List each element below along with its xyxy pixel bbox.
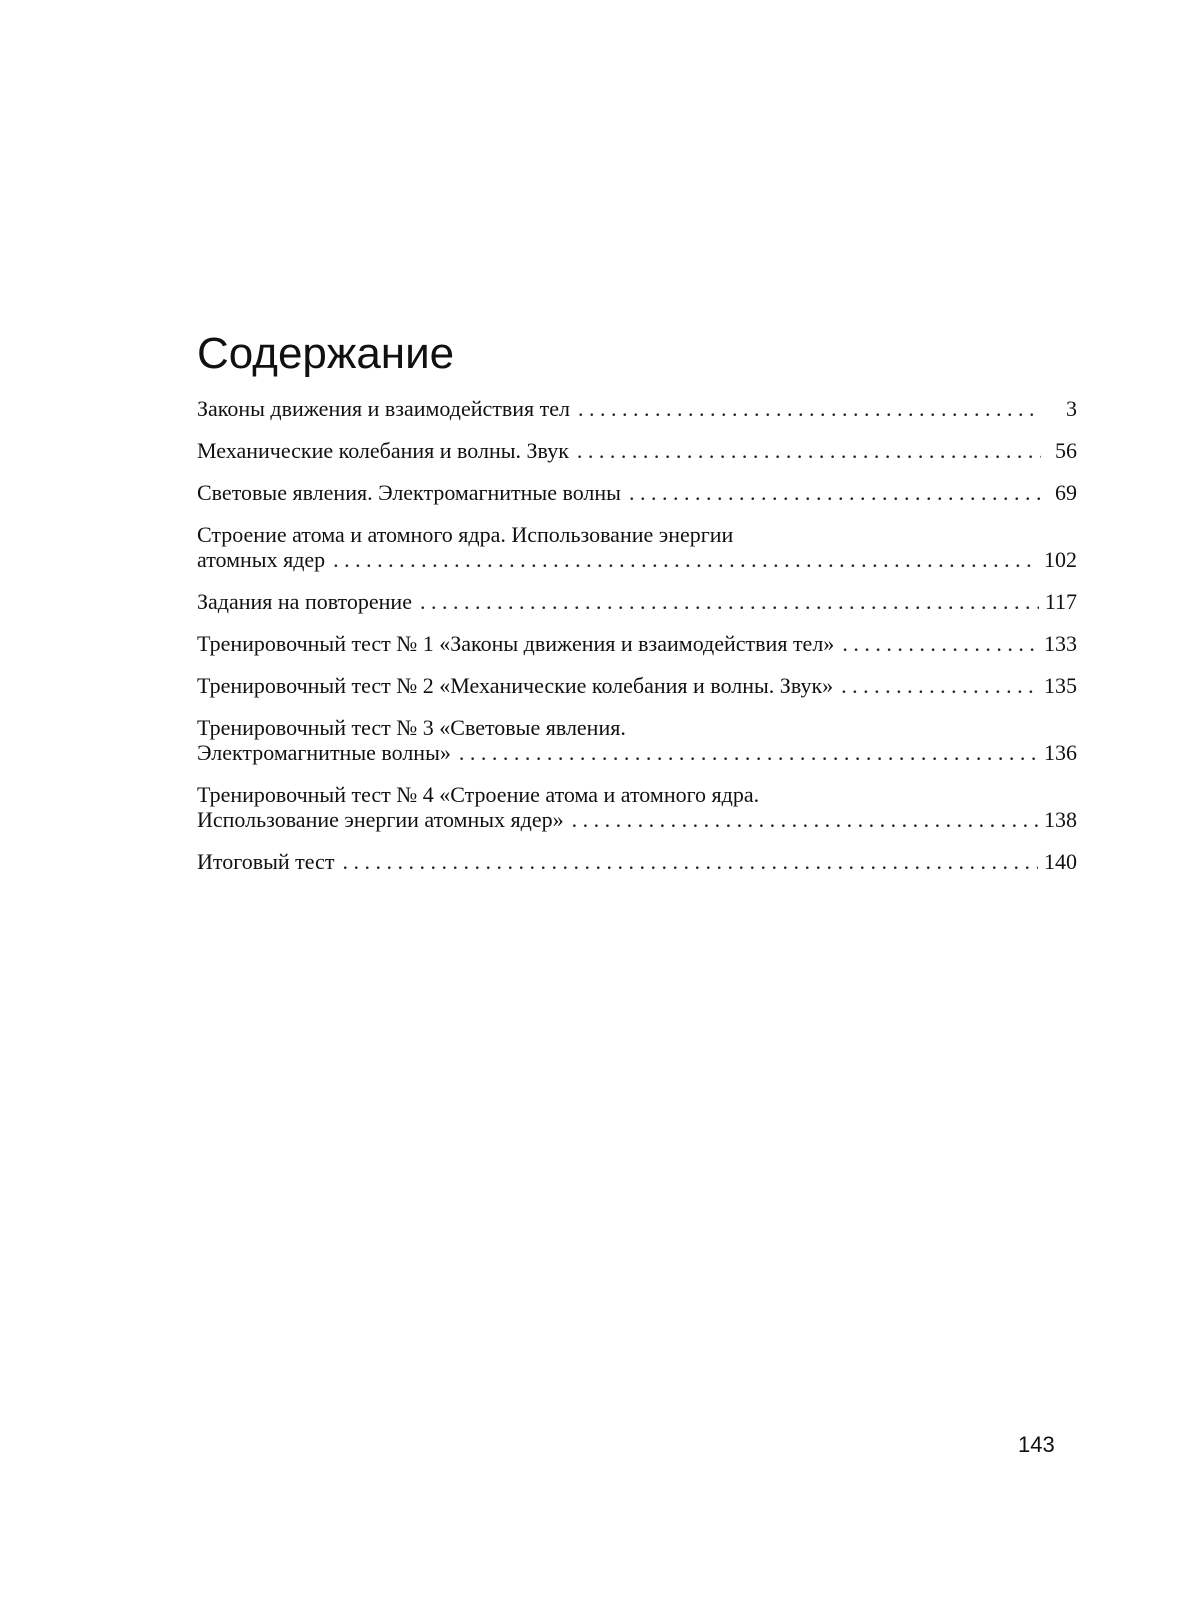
toc-entry-row <box>197 673 1077 698</box>
toc-entry-title: Тренировочный тест № 1 «Законы движения и взаимодействия тел» <box>197 631 835 656</box>
toc-entry-page: 69 <box>1055 480 1077 505</box>
toc-entry-title-line: Электромагнитные волны» <box>197 740 451 765</box>
toc-entry-title-line: Тренировочный тест № 4 «Строение атома и атомного ядра. <box>197 782 760 807</box>
toc-entry-title: Задания на повторение <box>197 589 412 614</box>
toc-entry-page: 133 <box>1044 631 1077 656</box>
dot-leader <box>841 673 1038 698</box>
dot-leader <box>578 396 1041 421</box>
toc-entry-page: 140 <box>1044 849 1077 874</box>
toc-entry <box>197 715 1077 765</box>
dot-leader <box>842 631 1038 656</box>
toc-entry-row <box>197 740 1077 765</box>
toc-entry-title: Тренировочный тест № 2 «Механические колебания и волны. Звук» <box>197 673 834 698</box>
toc-entry <box>197 522 1077 572</box>
dot-leader <box>420 589 1039 614</box>
toc-entry-row <box>197 438 1077 463</box>
toc-entry-row <box>197 396 1077 421</box>
toc-entry-page: 102 <box>1044 547 1077 572</box>
toc-entry-page: 117 <box>1044 589 1077 614</box>
toc-entry-page: 138 <box>1044 807 1077 832</box>
dot-leader <box>577 438 1041 463</box>
toc-entry-title: Законы движения и взаимодействия тел <box>197 396 571 421</box>
dot-leader <box>342 849 1038 874</box>
dot-leader <box>459 740 1038 765</box>
toc-entry-title-line: Строение атома и атомного ядра. Использование энергии <box>197 522 734 547</box>
toc-entry-title-line: атомных ядер <box>197 547 326 572</box>
page-title: Содержание <box>197 329 455 378</box>
toc-entry <box>197 849 1077 874</box>
table-of-contents <box>197 396 1077 891</box>
toc-entry <box>197 631 1077 656</box>
toc-entry <box>197 673 1077 698</box>
dot-leader <box>333 547 1038 572</box>
toc-entry-row <box>197 589 1077 614</box>
toc-entry-title-line: Тренировочный тест № 3 «Световые явления. <box>197 715 626 740</box>
toc-entry <box>197 589 1077 614</box>
toc-entry <box>197 396 1077 421</box>
toc-entry-page: 136 <box>1044 740 1077 765</box>
toc-entry-page: 135 <box>1044 673 1077 698</box>
toc-entry-row <box>197 631 1077 656</box>
toc-entry-title-line: Использование энергии атомных ядер» <box>197 807 564 832</box>
toc-entry-row <box>197 807 1077 832</box>
page-number: 143 <box>1018 1432 1055 1457</box>
toc-entry-page: 3 <box>1066 396 1077 421</box>
toc-entry-row <box>197 849 1077 874</box>
dot-leader <box>572 807 1038 832</box>
toc-entry-row <box>197 547 1077 572</box>
toc-entry-title: Итоговый тест <box>197 849 335 874</box>
toc-entry <box>197 438 1077 463</box>
toc-entry-row <box>197 480 1077 505</box>
toc-entry <box>197 480 1077 505</box>
toc-entry <box>197 782 1077 832</box>
dot-leader <box>629 480 1041 505</box>
toc-entry-page: 56 <box>1055 438 1077 463</box>
toc-entry-title: Механические колебания и волны. Звук <box>197 438 569 463</box>
toc-entry-title: Световые явления. Электромагнитные волны <box>197 480 621 505</box>
